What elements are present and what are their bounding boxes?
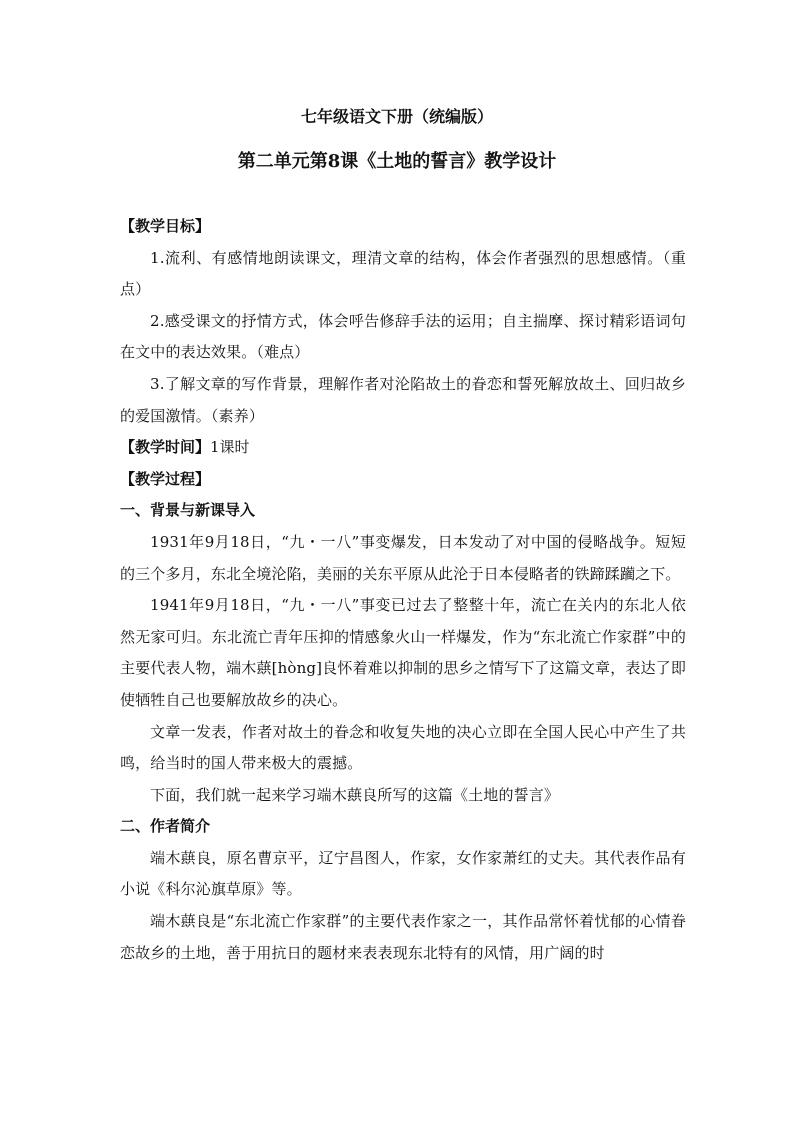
document-body (120, 211, 686, 969)
goal-3: 3.了解文章的写作背景，理解作者对沦陷故土的眷恋和誓死解放故土、回归故乡的爱国激情。（素养） (120, 374, 686, 425)
document-subtitle: 七年级语文下册（统编版） (300, 107, 493, 126)
section-2-paragraph-1: 端木蕻良，原名曹京平，辽宁昌图人，作家，女作家萧红的丈夫。其代表作品有小说《科尔沁旗草原》等。 (120, 848, 686, 899)
goal-1: 1.流利、有感情地朗读课文，理清文章的结构，体会作者强烈的思想感情。（重点） (120, 248, 686, 299)
teaching-process-heading: 【教学过程】 (120, 469, 211, 488)
teaching-goals-heading: 【教学目标】 (120, 217, 211, 235)
teaching-time (120, 432, 686, 464)
section-1-paragraph-1: 1931年9月18日，“九・一八”事变爆发，日本发动了对中国的侵略战争。短短的三个多月，东北全境沦陷，美丽的关东平原从此沦于日本侵略者的铁蹄蹂躏之下。 (120, 532, 686, 583)
teaching-time-label: 【教学时间】 (120, 438, 211, 457)
goal-2: 2.感受课文的抒情方式，体会呼告修辞手法的运用；自主揣摩、探讨精彩语词句在文中的表达效果。（难点） (120, 311, 686, 362)
section-1-paragraph-2: 1941年9月18日，“九・一八”事变已过去了整整十年，流亡在关内的东北人依然无家可归。东北流亡青年压抑的情感象火山一样爆发，作为“东北流亡作家群”中的主要代表人物，端木蕻[hòng]良怀着难以抑制的思乡之情写下了这篇文章，表达了即使牺牲自己也要解放故乡的决心。 (120, 596, 686, 709)
section-1-paragraph-3: 文章一发表，作者对故土的眷念和收复失地的决心立即在全国人民心中产生了共鸣，给当时的国人带来极大的震撼。 (120, 722, 686, 773)
section-1-heading: 一、背景与新课导入 (120, 501, 256, 520)
document-title: 第二单元第8课《土地的誓言》教学设计 (237, 151, 557, 172)
section-1-paragraph-4: 下面，我们就一起来学习端木蕻良所写的这篇《土地的誓言》 (150, 785, 560, 804)
section-2-paragraph-2: 端木蕻良是“东北流亡作家群”的主要代表作家之一，其作品常怀着忧郁的心情眷恋故乡的土地，善于用抗日的题材来表表现东北特有的风情，用广阔的时 (120, 912, 686, 962)
section-2-heading: 二、作者简介 (120, 817, 211, 836)
teaching-time-value: 1课时 (210, 438, 250, 457)
